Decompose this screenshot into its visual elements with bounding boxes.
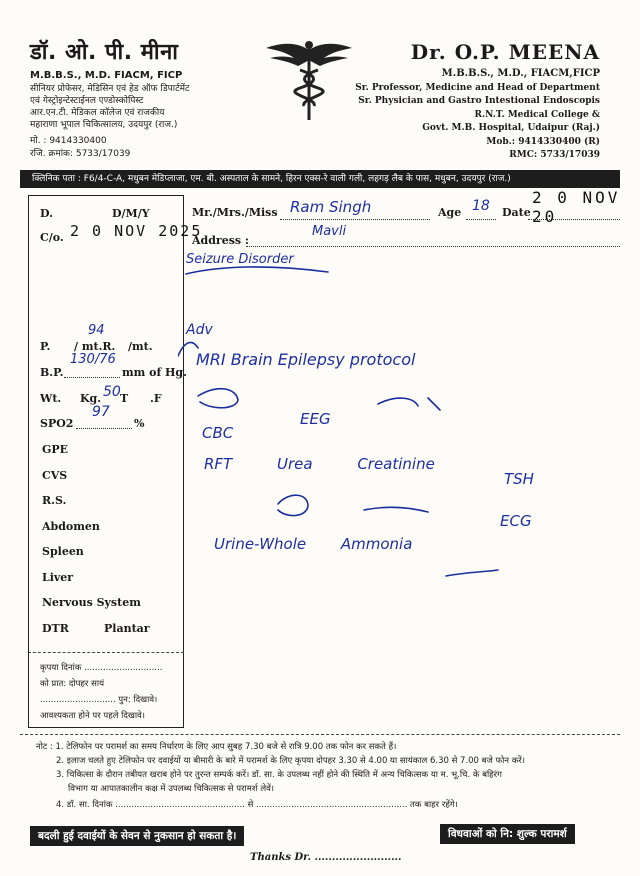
rx-line-eeg: EEG <box>300 410 331 428</box>
exam-gpe: GPE <box>42 443 69 456</box>
exam-liver: Liver <box>42 571 74 584</box>
name-line <box>280 219 430 220</box>
dtr-label: DTR <box>42 622 69 635</box>
vitals-box <box>28 195 184 728</box>
followup-divider <box>28 652 184 653</box>
rx-line-cbc: CBC <box>202 424 234 442</box>
pulse-value: 94 <box>88 323 105 338</box>
doctor-name-hindi: डॉ. ओ. पी. मीना <box>30 40 179 65</box>
bp-value: 130/76 <box>70 352 116 367</box>
weight-value: 50 <box>103 384 121 400</box>
note-item: 3. चिकित्सा के दौरान तबीयत खराब होने पर तुरन्त सम्पर्क करें। डॉ. सा. के उपलब्ध नहीं होने की स्थिति में अन्य चिकित्सक या म. भू.चि. के बहिरंग <box>56 770 502 780</box>
designation-line: एवं गेस्ट्रोइन्टेस्टाईनल एण्डोस्कोपिस्ट <box>30 96 144 106</box>
spo2-label: SPO2 <box>40 417 74 430</box>
designation-line: महाराणा भूपाल चिकित्सालय, उदयपुर (राज.) <box>30 120 178 130</box>
pulse-label: P. <box>40 340 51 353</box>
rmc-english: RMC: 5733/17039 <box>509 150 600 160</box>
doctor-name-english: Dr. O.P. MEENA <box>410 40 600 64</box>
followup-line: आवश्यकता होने पर पहले दिखावे। <box>40 711 145 721</box>
rx-line-ecg: ECG <box>500 512 532 530</box>
free-consultation-box: विधवाओं को नि: शुल्क परामर्श <box>440 824 575 844</box>
weight-label: Wt. <box>40 392 62 405</box>
followup-line: को प्रात: दोपहर सायं <box>40 679 104 689</box>
temp-label: T <box>120 392 129 405</box>
warning-box: बदली हुई दवाईयों के सेवन से नुकसान हो सकता है। <box>30 826 244 846</box>
complaint-text: Seizure Disorder <box>186 252 294 267</box>
bp-line <box>64 377 120 378</box>
exam-rs: R.S. <box>42 494 67 507</box>
patient-name: Ram Singh <box>290 198 372 216</box>
rx-line-urine: Urine-Whole Ammonia <box>214 535 413 553</box>
age-line <box>466 219 496 220</box>
name-label: Mr./Mrs./Miss <box>192 206 278 219</box>
address-line <box>246 246 620 247</box>
exam-nervous-system: Nervous System <box>42 596 141 609</box>
date-stamp: 2 0 NOV 20 <box>532 188 621 226</box>
note-item: 2. इलाज चलते हुए टेलिफोन पर दवाईयों या बीमारी के बारे में परामर्श के लिए कृपया दोपहर 3.30 से 4.00 या सायंकाल 6.30 से 7.00 बजे फोन करें। <box>56 756 525 766</box>
patient-address: Mavli <box>312 224 347 239</box>
rx-line-tsh: TSH <box>504 470 534 488</box>
pulse-unit: /mt. <box>128 340 153 353</box>
dmy-label: D/M/Y <box>112 207 150 220</box>
pulse-unit: / mt.R. <box>74 340 116 353</box>
note-item: विभाग या आपातकालीन कक्ष में उपलब्ध चिकित्सक से परामर्श लेवें। <box>68 784 275 794</box>
handwriting-strokes <box>178 260 618 590</box>
d-label: D. <box>40 207 53 220</box>
age-label: Age <box>438 206 462 219</box>
degree-english: M.B.B.S., M.D., FIACM,FICP <box>441 68 600 79</box>
bp-unit: mm of Hg. <box>122 366 187 379</box>
rx-line-rft: RFT Urea Creatinine <box>204 455 435 473</box>
clinic-address-band: क्लिनिक पता : F6/4-C-A, मधुबन मेडिप्लाजा, एम. बी. अस्पताल के सामने, हिरन एक्स-रे वाली गली, लहगड़ लैब के पास, मधुबन, उदयपुर (राज.) <box>20 170 620 188</box>
mobile-hindi: मो. : 9414330400 <box>30 136 107 146</box>
designation-line: R.N.T. Medical College & <box>474 110 600 120</box>
registration-hindi: रजि. क्रमांक: 5733/17039 <box>30 149 131 159</box>
weight-unit: Kg. <box>80 392 102 405</box>
thanks-line: Thanks Dr. ......................... <box>250 852 402 863</box>
temp-unit: .F <box>150 392 162 405</box>
exam-cvs: CVS <box>42 469 68 482</box>
designation-line: सीनियर प्रोफेसर, मेडिसिन एवं हेड ऑफ डिपार्टमेंट <box>30 84 190 94</box>
rx-line-mri: MRI Brain Epilepsy protocol <box>196 350 416 369</box>
designation-line: Govt. M.B. Hospital, Udaipur (Raj.) <box>422 123 600 133</box>
mobile-english: Mob.: 9414330400 (R) <box>486 137 600 147</box>
date-label: Date <box>502 206 531 219</box>
designation-line: Sr. Professor, Medicine and Head of Department <box>355 83 600 93</box>
designation-line: Sr. Physician and Gastro Intestional Endoscopis <box>358 96 600 106</box>
note-intro: नोट : 1. टेलिफोन पर परामर्श का समय निर्धारण के लिए आप सुबह 7.30 बजे से रात्रि 9.00 तक फोन कर सकते हैं। <box>36 742 397 752</box>
exam-spleen: Spleen <box>42 545 84 558</box>
followup-line: कृपया दिनांक ............................. <box>40 663 163 673</box>
designation-line: आर.एन.टी. मेडिकल कॉलेज एवं राजकीय <box>30 108 165 118</box>
spo2-unit: % <box>134 417 145 430</box>
spo2-value: 97 <box>92 404 110 420</box>
address-label: Address : <box>192 234 249 247</box>
plantar-label: Plantar <box>104 622 150 635</box>
note-item: 4. डॉ. सा. दिनांक ................................................ से ........................................................ तक बाहर रहेंगे। <box>56 800 458 810</box>
rx-advice-label: Adv <box>186 322 213 338</box>
spo2-line <box>76 428 132 429</box>
patient-age: 18 <box>472 198 490 214</box>
caduceus-icon <box>262 36 356 122</box>
bp-label: B.P. <box>40 366 64 379</box>
degree-hindi-side: M.B.B.S., M.D. FIACM, FICP <box>30 70 183 81</box>
co-date-stamp: 2 0 NOV 2025 <box>70 222 203 240</box>
followup-line: ............................ पुन: दिखावे। <box>40 695 158 705</box>
exam-abdomen: Abdomen <box>42 520 100 533</box>
notes-divider <box>20 734 620 735</box>
co-label: C/o. <box>40 231 64 244</box>
